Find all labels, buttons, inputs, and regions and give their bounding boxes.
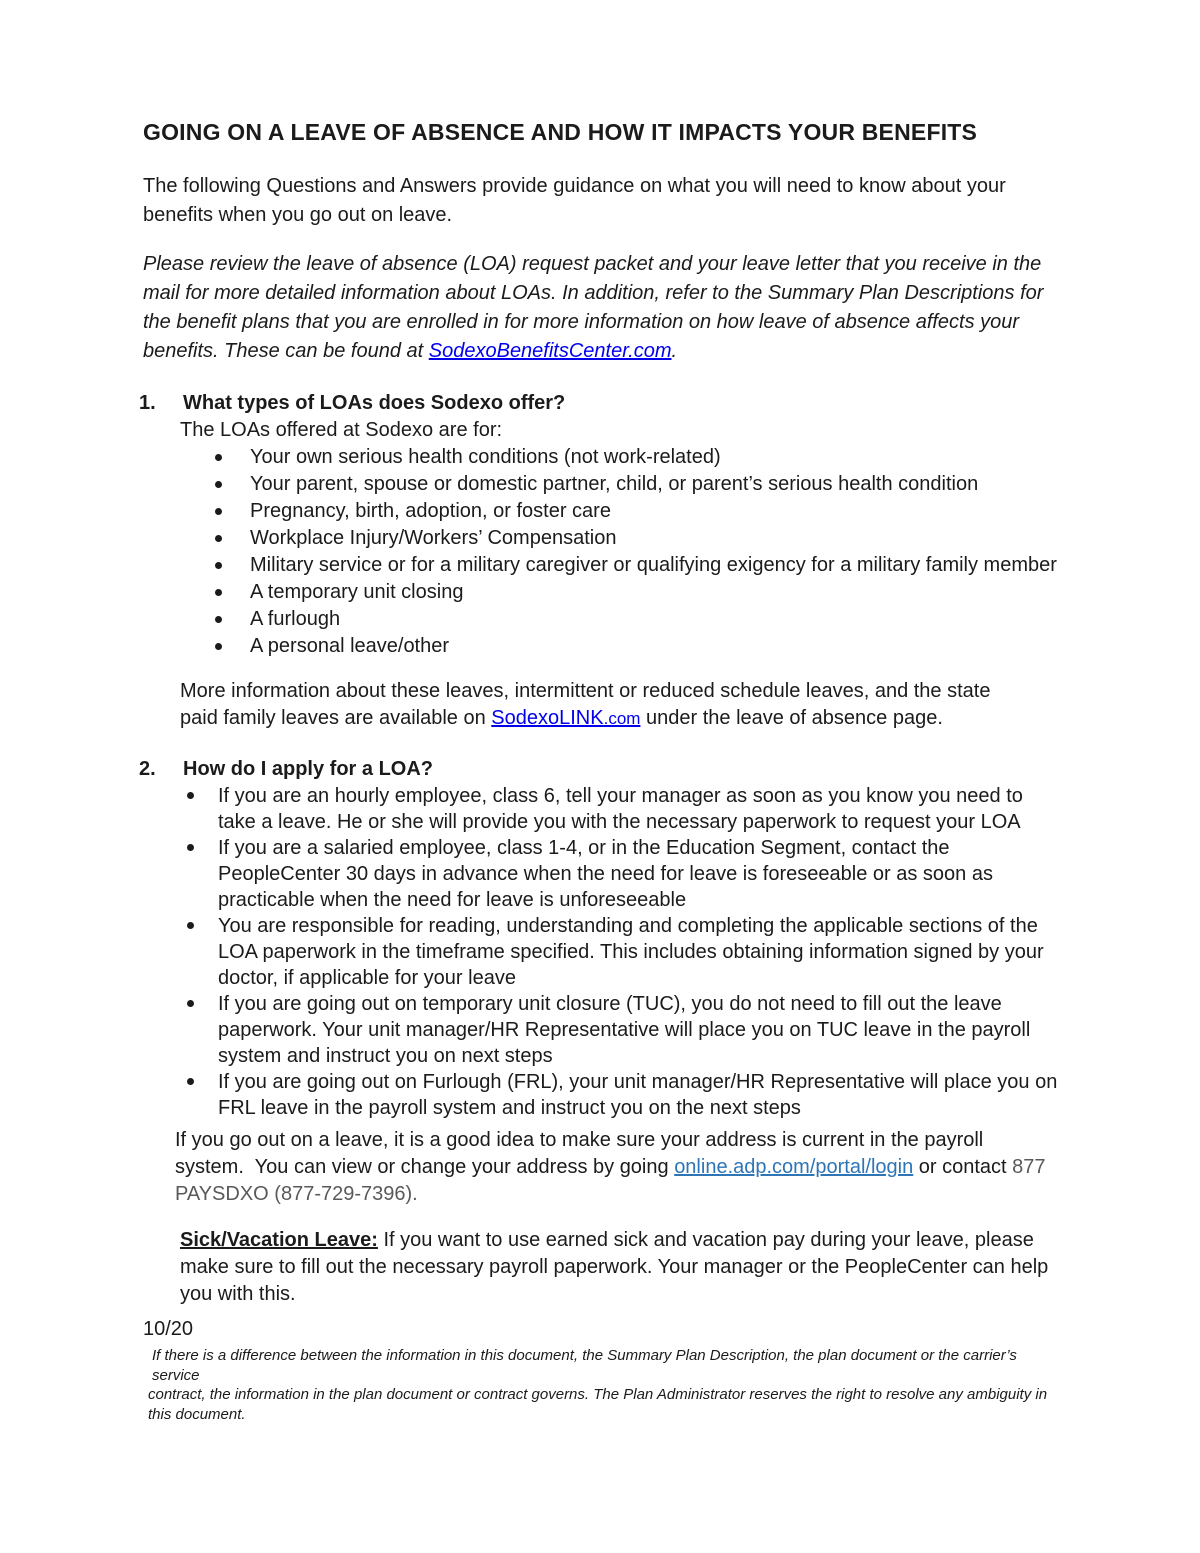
question-2-section (139, 756, 1060, 1121)
page-number: 10/20 (143, 1318, 194, 1340)
footer-line-1: If there is a difference between the information in this document, the Summary Plan Description, the plan document or the carrier’s service (152, 1347, 1017, 1384)
question-2-heading (139, 756, 1060, 783)
list-item-text: A furlough (250, 608, 341, 630)
address-text-mid: or contact (913, 1156, 1013, 1178)
list-item (250, 525, 1080, 552)
list-item-text: If you are going out on temporary unit closure (TUC), you do not need to fill out the leave paperwork. Your unit manager/HR Representative will place you on TUC leave in the payroll system and instruct you on next steps (218, 993, 1031, 1067)
list-item (250, 579, 1080, 606)
list-item (250, 498, 1080, 525)
more-info-text: More information about these leaves, intermittent or reduced schedule leaves, and the state paid family leaves are available on (180, 680, 991, 729)
footer-disclaimer (143, 1346, 1060, 1424)
question-1-section (139, 390, 1060, 660)
page-title: GOING ON A LEAVE OF ABSENCE AND HOW IT IMPACTS YOUR BENEFITS (143, 119, 978, 145)
sick-vacation-text: If you want to use earned sick and vacation pay during your leave, please make sure to fill out the necessary payroll paperwork. Your manager or the PeopleCenter can help you with this. (180, 1229, 1049, 1305)
list-item-text: If you are an hourly employee, class 6, tell your manager as soon as you know you need to take a leave. He or she will provide you with the necessary paperwork to request your LOA (218, 785, 1023, 833)
more-info-paragraph (180, 678, 1010, 732)
sodexo-link[interactable] (491, 707, 640, 729)
more-info-text-after: under the leave of absence page. (640, 707, 943, 729)
list-item-text: Military service or for a military caregiver or qualifying exigency for a military family member (250, 554, 1057, 576)
payroll-phone-number: 877 PAYSDXO (877-729-7396). (175, 1156, 1046, 1205)
list-item (218, 783, 1058, 835)
intro-paragraph: The following Questions and Answers provide guidance on what you will need to know about your benefits when you go out on leave. (143, 175, 1006, 226)
question-1-heading (139, 390, 1060, 417)
sick-vacation-heading: Sick/Vacation Leave: (180, 1229, 378, 1251)
list-item (218, 913, 1058, 991)
list-item-text: If you are a salaried employee, class 1-4, or in the Education Segment, contact the PeopleCenter 30 days in advance when the need for leave is foreseeable or as soon as practicable when the need for leave is unforeseeable (218, 837, 993, 911)
list-item (250, 444, 1080, 471)
notice-text: Please review the leave of absence (LOA) request packet and your leave letter that you receive in the mail for more detailed information about LOAs. In addition, refer to the Summary Plan Descriptions for the benefit plans that you are enrolled in for more information on how leave of absence affects your benefits. These can be found at (143, 253, 1044, 362)
sodexo-link-main: SodexoLINK (491, 707, 604, 729)
question-2-title: How do I apply for a LOA? (183, 758, 433, 780)
question-1-title: What types of LOAs does Sodexo offer? (183, 392, 566, 414)
notice-paragraph (143, 250, 1058, 366)
question-1-lead: The LOAs offered at Sodexo are for: (180, 419, 503, 441)
list-item-text: A personal leave/other (250, 635, 450, 657)
sodexo-benefits-center-link[interactable]: SodexoBenefitsCenter.com (428, 340, 672, 362)
address-paragraph (175, 1127, 1060, 1208)
apply-steps-list (218, 783, 1058, 1121)
sodexo-link-suffix: .com (603, 709, 641, 728)
list-item (218, 835, 1058, 913)
list-item-text: Your own serious health conditions (not work-related) (250, 446, 721, 468)
question-2-number: 2. (139, 758, 156, 780)
sick-vacation-paragraph (180, 1227, 1060, 1308)
list-item-text: If you are going out on Furlough (FRL), your unit manager/HR Representative will place you on FRL leave in the payroll system and instruct you on the next steps (218, 1071, 1058, 1119)
list-item-text: You are responsible for reading, understanding and completing the applicable sections of the LOA paperwork in the timeframe specified. This includes obtaining information signed by your doctor, if applicable for your leave (218, 915, 1044, 989)
loa-types-list (250, 444, 1080, 660)
list-item-text: A temporary unit closing (250, 581, 464, 603)
adp-portal-link[interactable]: online.adp.com/portal/login (674, 1156, 914, 1178)
list-item-text: Workplace Injury/Workers’ Compensation (250, 527, 617, 549)
notice-period: . (671, 340, 678, 362)
footer-line-2: contract, the information in the plan document or contract governs. The Plan Administrator reserves the right to resolve any ambiguity in this document. (148, 1386, 1048, 1423)
address-text: If you go out on a leave, it is a good idea to make sure your address is current in the payroll system. You can view or change your address by going (175, 1129, 984, 1178)
list-item-text: Pregnancy, birth, adoption, or foster care (250, 500, 611, 522)
list-item (250, 471, 1080, 498)
list-item (218, 1069, 1058, 1121)
list-item-text: Your parent, spouse or domestic partner, child, or parent’s serious health condition (250, 473, 979, 495)
list-item (250, 633, 1080, 660)
list-item (218, 991, 1058, 1069)
list-item (250, 606, 1080, 633)
list-item (250, 552, 1080, 579)
question-1-number: 1. (139, 392, 156, 414)
